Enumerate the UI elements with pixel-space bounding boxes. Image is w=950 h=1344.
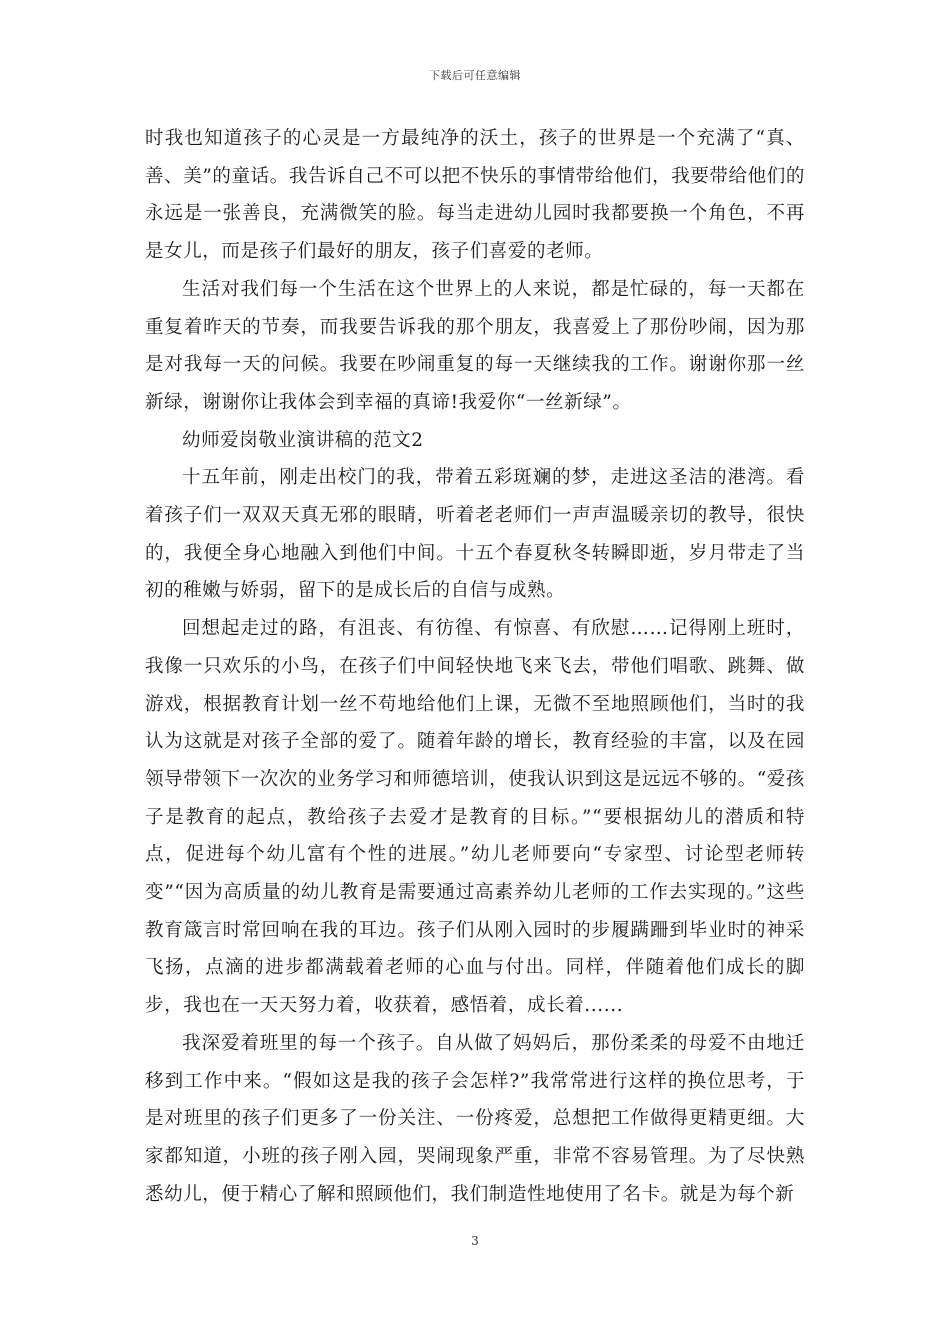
- paragraph: 十五年前，刚走出校门的我，带着五彩斑斓的梦，走进这圣洁的港湾。看着孩子们一双双天真无邪的眼睛，听着老老师们一声声温暖亲切的教导，很快的，我便全身心地融入到他们中间。十五个春夏秋冬转瞬即逝，岁月带走了当初的稚嫩与娇弱，留下的是成长后的自信与成熟。: [145, 467, 805, 602]
- paragraph: 生活对我们每一个生活在这个世界上的人来说，都是忙碌的，每一天都在重复着昨天的节奏，而我要告诉我的那个朋友，我喜爱上了那份吵闹，因为那是对我每一天的问候。我要在吵闹重复的每一天继续我的工作。谢谢你那一丝新绿，谢谢你让我体会到幸福的真谛!我爱你“一丝新绿”。: [145, 278, 805, 413]
- page-header: 下载后可任意编辑: [429, 69, 521, 82]
- paragraph-continuation: 时我也知道孩子的心灵是一方最纯净的沃土，孩子的世界是一个充满了“真、善、美”的童话。我告诉自己不可以把不快乐的事情带给他们，我要带给他们的永远是一张善良，充满微笑的脸。每当走进幼儿园时我都要换一个角色，不再是女儿，而是孩子们最好的朋友，孩子们喜爱的老师。: [145, 128, 805, 263]
- section-title: 幼师爱岗敬业演讲稿的范文2: [182, 429, 424, 451]
- document-body: [145, 120, 805, 1213]
- paragraph: 我深爱着班里的每一个孩子。自从做了妈妈后，那份柔柔的母爱不由地迁移到工作中来。“假如这是我的孩子会怎样?”我常常进行这样的换位思考，于是对班里的孩子们更多了一份关注、一份疼爱，总想把工作做得更精更细。大家都知道，小班的孩子刚入园，哭闹现象严重，非常不容易管理。为了尽快熟悉幼儿，便于精心了解和照顾他们，我们制造性地使用了名卡。就是为每个新: [145, 1032, 805, 1205]
- paragraph: 回想起走过的路，有沮丧、有彷徨、有惊喜、有欣慰……记得刚上班时，我像一只欢乐的小鸟，在孩子们中间轻快地飞来飞去，带他们唱歌、跳舞、做游戏，根据教育计划一丝不苟地给他们上课，无微不至地照顾他们，当时的我认为这就是对孩子全部的爱了。随着年龄的增长，教育经验的丰富，以及在园领导带领下一次次的业务学习和师德培训，使我认识到这是远远不够的。“爱孩子是教育的起点，教给孩子去爱才是教育的目标。”“要根据幼儿的潜质和特点，促进每个幼儿富有个性的进展。”幼儿老师要向“专家型、讨论型老师转变”“因为高质量的幼儿教育是需要通过高素养幼儿老师的工作去实现的。”这些教育箴言时常回响在我的耳边。孩子们从刚入园时的步履蹒跚到毕业时的神采飞扬，点滴的进步都满载着老师的心血与付出。同样，伴随着他们成长的脚步，我也在一天天努力着，收获着，感悟着，成长着......: [145, 618, 805, 1017]
- page-number: 3: [471, 1234, 479, 1248]
